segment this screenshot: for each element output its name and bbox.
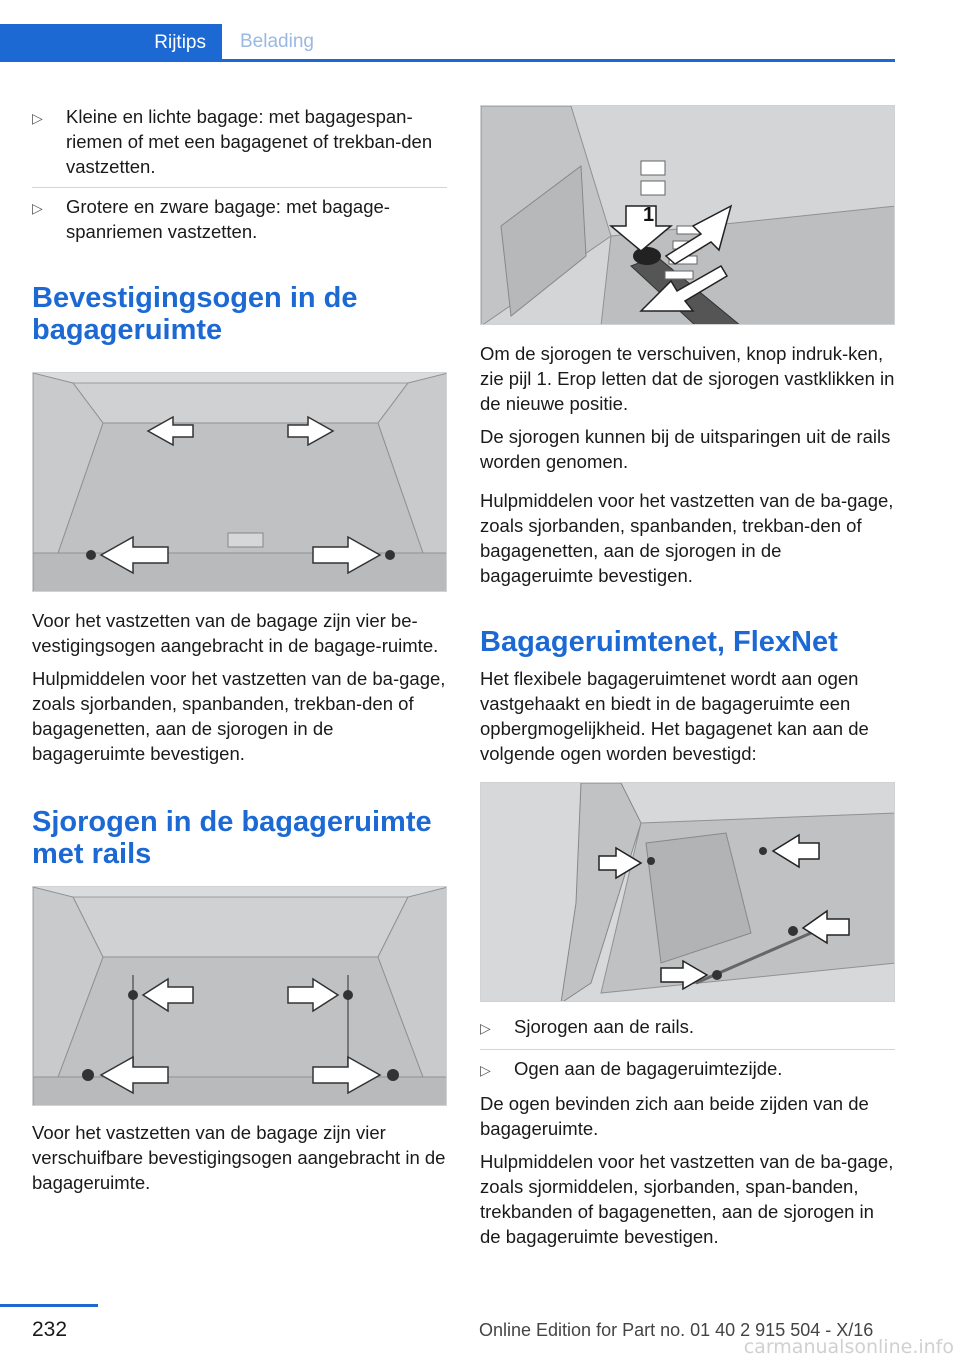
list-item (32, 194, 447, 244)
footer-rule (0, 1304, 98, 1307)
page-number: 232 (32, 1318, 68, 1341)
triangle-right-icon: ▷ (480, 1020, 491, 1036)
section-heading: Bevestigingsogen in de bagageruimte (32, 282, 358, 346)
paragraph: Voor het vastzetten van de bagage zijn vier verschuifbare bevestigingsogen aangebracht in de bagageruimte. (32, 1122, 446, 1193)
list-item (480, 1056, 895, 1083)
list-item (480, 1014, 895, 1041)
paragraph: Hulpmiddelen voor het vastzetten van de ba-gage, zoals sjorbanden, spanbanden, trekban-den of bagagenetten, aan de sjorogen in de bagageruimte bevestigen. (480, 490, 894, 586)
edition-note: Online Edition for Part no. 01 40 2 915 504 - X/16 (479, 1320, 874, 1340)
list-item-text: Ogen aan de bagageruimtezijde. (514, 1058, 783, 1079)
section-heading: Bagageruimtenet, FlexNet (480, 626, 838, 658)
triangle-right-icon: ▷ (32, 200, 43, 216)
illustration-trunk-rails (32, 886, 447, 1106)
tab-belading[interactable]: Belading (240, 30, 314, 52)
divider (32, 187, 447, 188)
divider (480, 1049, 895, 1050)
paragraph: Het flexibele bagageruimtenet wordt aan ogen vastgehaakt en biedt in de bagageruimte een opbergmogelijkheid. Het bagagenet kan aan de volgende ogen worden bevestigd: (480, 668, 869, 764)
header-rule (0, 59, 895, 62)
list-item-text: Grotere en zware bagage: met bagage-spanriemen vastzetten. (66, 196, 390, 242)
triangle-right-icon: ▷ (32, 110, 43, 126)
paragraph: Om de sjorogen te verschuiven, knop indruk-ken, zie pijl 1. Erop letten dat de sjorogen vastklikken in de nieuwe positie. (480, 343, 895, 414)
section-tabs (0, 24, 895, 62)
figure-callout-label: 1 (643, 204, 655, 226)
paragraph: Hulpmiddelen voor het vastzetten van de ba-gage, zoals sjorbanden, spanbanden, trekban-den of bagagenetten, aan de sjorogen in de bagageruimte bevestigen. (32, 668, 446, 764)
section-heading: Sjorogen in de bagageruimte met rails (32, 806, 432, 870)
watermark: carmanualsonline.info (743, 1336, 954, 1358)
left-column (32, 100, 447, 1203)
triangle-right-icon: ▷ (480, 1062, 491, 1078)
list-item-text: Sjorogen aan de rails. (514, 1016, 694, 1037)
paragraph: De ogen bevinden zich aan beide zijden van de bagageruimte. (480, 1093, 869, 1139)
list-item (32, 104, 447, 179)
tab-rijtips[interactable]: Rijtips (0, 24, 222, 62)
illustration-rail-eyelet-detail (480, 105, 895, 325)
right-column (480, 105, 895, 1257)
paragraph: De sjorogen kunnen bij de uitsparingen uit de rails worden genomen. (480, 426, 891, 472)
list-item-text: Kleine en lichte bagage: met bagagespan-riemen of met een bagagenet of trekban-den vastzetten. (66, 106, 433, 177)
paragraph: Voor het vastzetten van de bagage zijn vier be-vestigingsogen aangebracht in de bagage-ruimte. (32, 610, 439, 656)
paragraph: Hulpmiddelen voor het vastzetten van de ba-gage, zoals sjormiddelen, sjorbanden, span-banden, trekbanden of bagagenetten, aan de sjorogen in de bagageruimte bevestigen. (480, 1151, 894, 1247)
illustration-flexnet-eyelets (480, 782, 895, 1002)
illustration-trunk-eyelets (32, 372, 447, 592)
